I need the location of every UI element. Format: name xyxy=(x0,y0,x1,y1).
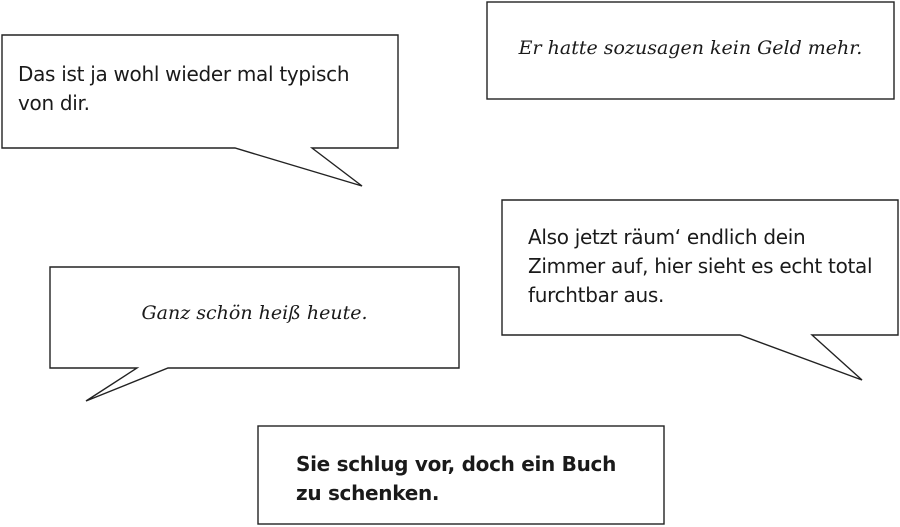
bubble-3-text: Also jetzt räum‘ endlich dein Zimmer auf, hier sieht es echt total furchtbar aus. xyxy=(528,225,873,307)
bubble-1-text: Das ist ja wohl wieder mal typisch von dir. xyxy=(18,62,350,115)
bubble-2-text: Er hatte sozusagen kein Geld mehr. xyxy=(518,37,863,59)
bubble-5-text: Sie schlug vor, doch ein Buch zu schenken. xyxy=(296,452,617,505)
bubble-4-text: Ganz schön heiß heute. xyxy=(141,302,368,324)
speech-bubble-4 xyxy=(50,267,459,401)
